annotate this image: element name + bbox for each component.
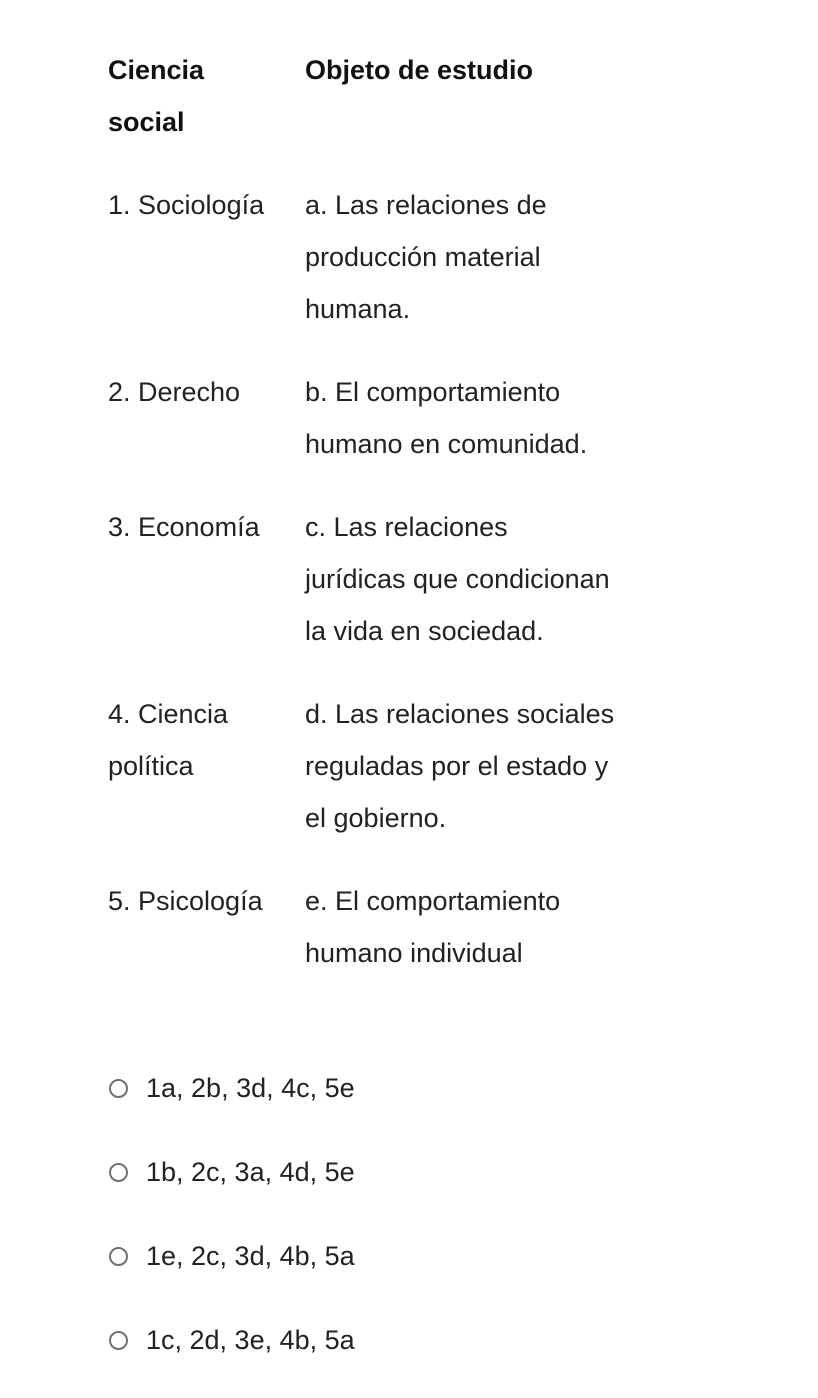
- matching-table: [108, 44, 708, 979]
- row-divider-space: [108, 148, 725, 179]
- object-c: c. Las relaciones jurídicas que condicionan la vida en sociedad.: [305, 512, 610, 646]
- row-divider-space: [108, 335, 725, 366]
- header-social-science: Ciencia social: [108, 55, 205, 137]
- answer-option-label: 1a, 2b, 3d, 4c, 5e: [146, 1072, 355, 1103]
- object-e: e. El comportamiento humano individual: [305, 886, 561, 968]
- question-content: [108, 44, 708, 979]
- answer-option-label: 1c, 2d, 3e, 4b, 5a: [146, 1324, 355, 1355]
- row-divider-space: [108, 844, 725, 875]
- answer-option-label: 1e, 2c, 3d, 4b, 5a: [146, 1240, 355, 1271]
- answer-options: [108, 1062, 608, 1398]
- answer-option-3[interactable]: [108, 1230, 608, 1282]
- radio-button-icon[interactable]: [109, 1079, 128, 1098]
- object-a: a. Las relaciones de producción material humana.: [305, 190, 547, 324]
- header-object-of-study: Objeto de estudio: [305, 55, 534, 85]
- answer-option-2[interactable]: [108, 1146, 608, 1198]
- answer-option-label: 1b, 2c, 3a, 4d, 5e: [146, 1156, 355, 1187]
- radio-button-icon[interactable]: [109, 1331, 128, 1350]
- science-psicologia: 5. Psicología: [108, 886, 263, 916]
- science-sociologia: 1. Sociología: [108, 190, 265, 220]
- science-economia: 3. Economía: [108, 512, 260, 542]
- row-divider-space: [108, 657, 725, 688]
- science-ciencia-politica: 4. Ciencia política: [108, 699, 229, 781]
- answer-option-1[interactable]: [108, 1062, 608, 1114]
- object-b: b. El comportamiento humano en comunidad.: [305, 377, 588, 459]
- row-divider-space: [108, 470, 725, 501]
- radio-button-icon[interactable]: [109, 1163, 128, 1182]
- object-d: d. Las relaciones sociales reguladas por el estado y el gobierno.: [305, 699, 615, 833]
- radio-button-icon[interactable]: [109, 1247, 128, 1266]
- answer-option-4[interactable]: [108, 1314, 608, 1366]
- science-derecho: 2. Derecho: [108, 377, 241, 407]
